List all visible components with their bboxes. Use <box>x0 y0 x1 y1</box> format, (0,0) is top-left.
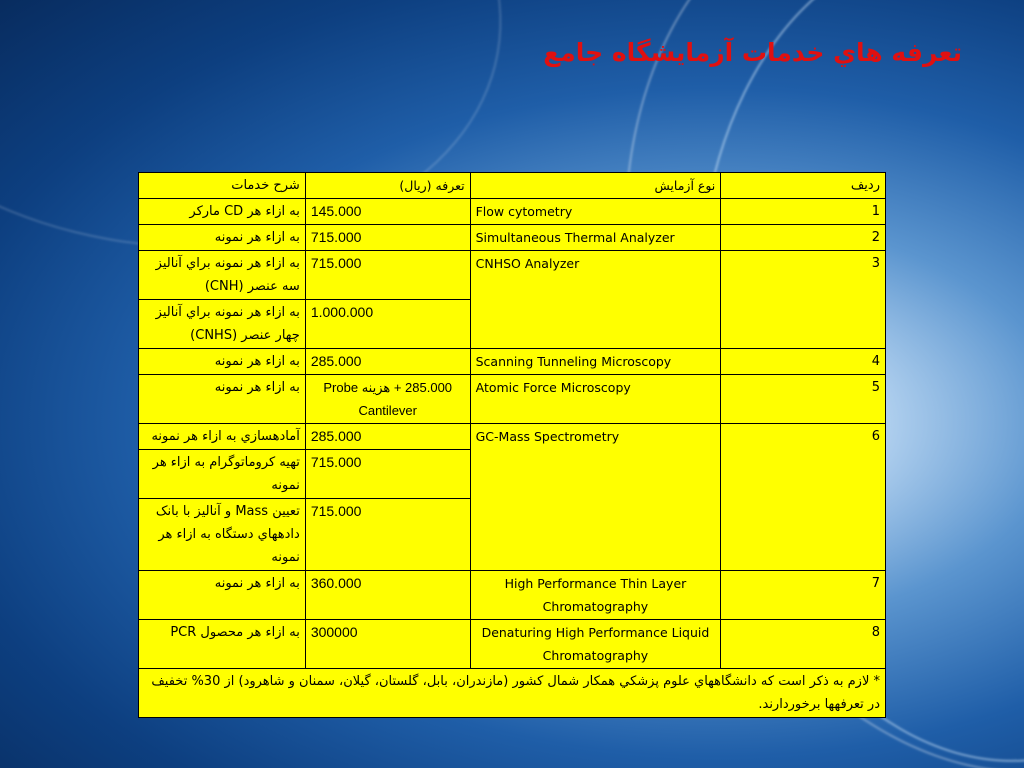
table-row <box>139 251 886 300</box>
table-row <box>139 571 886 620</box>
description: به ازاء هر نمونه <box>139 571 306 620</box>
discount-note: * لازم به ذكر است كه دانشگاههاي علوم پزشكي همكار شمال كشور (مازندران، بابل، گلستان، گيلان، سمنان و شاهرود) از 30% تخفيف در تعرفهها برخوردارند. <box>139 669 886 718</box>
description: به ازاء هر نمونه <box>139 349 306 375</box>
header-price: تعرفه (ريال) <box>305 173 470 199</box>
test-type: Flow cytometry <box>470 199 721 225</box>
table-row <box>139 349 886 375</box>
price: 300000 <box>305 620 470 669</box>
price: 715.000 <box>305 499 470 571</box>
table-row <box>139 225 886 251</box>
header-test-type: نوع آزمايش <box>470 173 721 199</box>
description: به ازاء هر نمونه براي آناليز چهار عنصر (CNHS) <box>139 300 306 349</box>
table-row <box>139 199 886 225</box>
row-number: 1 <box>721 199 886 225</box>
price: 360.000 <box>305 571 470 620</box>
test-type: High Performance Thin Layer Chromatography <box>470 571 721 620</box>
row-number: 7 <box>721 571 886 620</box>
row-number: 3 <box>721 251 886 349</box>
row-number: 6 <box>721 424 886 571</box>
header-row-number: رديف <box>721 173 886 199</box>
price: 715.000 <box>305 225 470 251</box>
header-description: شرح خدمات <box>139 173 306 199</box>
test-type: Scanning Tunneling Microscopy <box>470 349 721 375</box>
table-row <box>139 424 886 450</box>
description: تعيين Mass و آناليز با بانک دادههاي دستگاه به ازاء هر نمونه <box>139 499 306 571</box>
price: 145.000 <box>305 199 470 225</box>
slide-title: تعرفه هاي خدمات آزمايشگاه جامع <box>543 38 962 67</box>
description: آمادهسازي به ازاء هر نمونه <box>139 424 306 450</box>
row-number: 2 <box>721 225 886 251</box>
test-type: CNHSO Analyzer <box>470 251 721 349</box>
row-number: 8 <box>721 620 886 669</box>
description: به ازاء هر محصول PCR <box>139 620 306 669</box>
price: 1.000.000 <box>305 300 470 349</box>
table-header-row <box>139 173 886 199</box>
test-type: Simultaneous Thermal Analyzer <box>470 225 721 251</box>
price: 285.000 <box>305 424 470 450</box>
table-row <box>139 620 886 669</box>
price: 715.000 <box>305 450 470 499</box>
test-type: Denaturing High Performance Liquid Chromatography <box>470 620 721 669</box>
row-number: 4 <box>721 349 886 375</box>
price: 285.000 <box>305 349 470 375</box>
description: تهيه كروماتوگرام به ازاء هر نمونه <box>139 450 306 499</box>
description: به ازاء هر نمونه <box>139 225 306 251</box>
description: به ازاء هر نمونه <box>139 375 306 424</box>
test-type: GC-Mass Spectrometry <box>470 424 721 571</box>
test-type: Atomic Force Microscopy <box>470 375 721 424</box>
description: به ازاء هر نمونه براي آناليز سه عنصر (CNH) <box>139 251 306 300</box>
row-number: 5 <box>721 375 886 424</box>
price: 285.000 + هزينه Probe Cantilever <box>305 375 470 424</box>
rates-table <box>138 172 886 718</box>
price: 715.000 <box>305 251 470 300</box>
description: به ازاء هر CD ماركر <box>139 199 306 225</box>
table-row <box>139 375 886 424</box>
table-note-row <box>139 669 886 718</box>
